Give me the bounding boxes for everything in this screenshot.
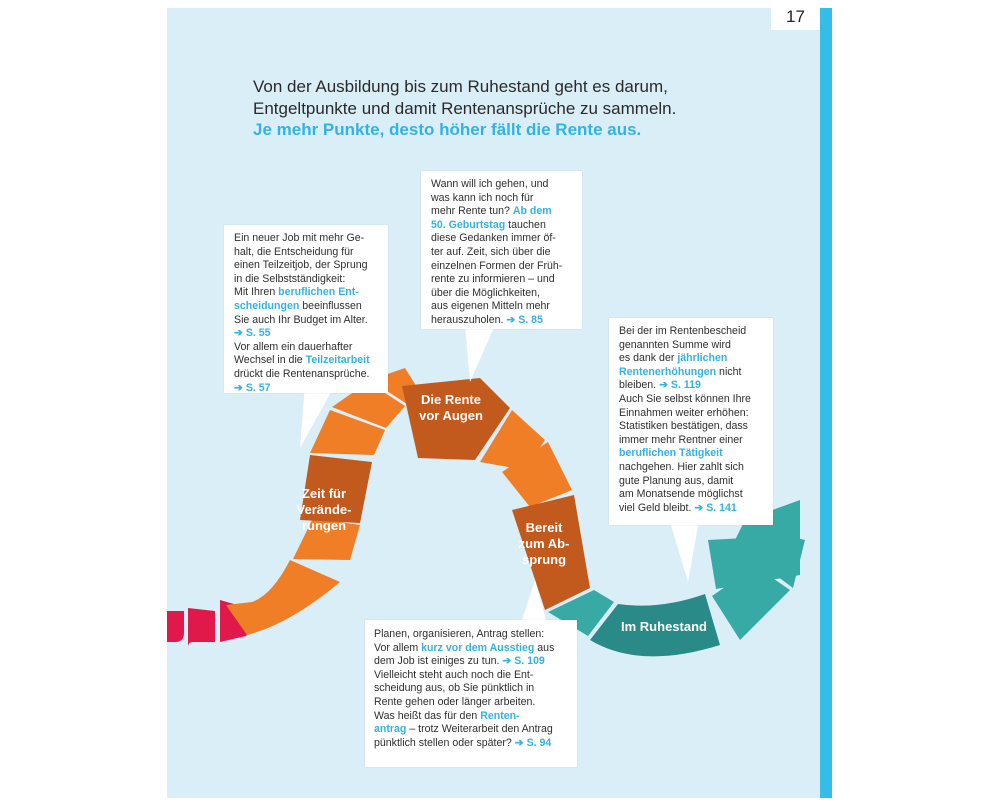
- link-rentenantrag[interactable]: Renten-: [480, 709, 520, 722]
- page-ref-55[interactable]: ➔ S. 55: [234, 327, 271, 340]
- info-box-retirement: Bei der im Rentenbescheid genannten Summe wird es dank der jährlichen Rentenerhöhungen nicht bleiben. ➔ S. 119 Auch Sie selbst können Ihre Einnahmen weiter erhöhen: Statistiken bestätigen, dass immer mehr Rentner einer beruflichen Tätigkeit nachgehen. Hier zahlt sich gute Planung aus, damit am Monatsende möglichst viel Geld bleibt. ➔ S. 141: [609, 318, 773, 525]
- stage-label-ruhestand: Im Ruhestand: [621, 619, 707, 634]
- page-ref-119[interactable]: ➔ S. 119: [659, 379, 701, 392]
- page-ref-109[interactable]: ➔ S. 109: [502, 655, 545, 668]
- box2-pointer: [465, 325, 495, 382]
- stage-label-bereit: Bereit zum Ab- sprung: [518, 520, 570, 567]
- page-number: 17: [771, 4, 820, 30]
- intro-line-2: Entgeltpunkte und damit Rentenansprüche zu sammeln.: [253, 98, 677, 118]
- info-box-career: Ein neuer Job mit mehr Ge- halt, die Entscheidung für einen Teilzeitjob, der Sprung in die Selbstständigkeit: Mit Ihren beruflichen Ent- scheidungen beeinflussen Sie auch Ihr Budget im Alter. ➔ S. 55 Vor allem ein dauerhafter Wechsel in die Teilzeitarbeit drückt die Rentenansprüche. ➔ S. 57: [224, 225, 388, 393]
- info-box-application: Planen, organisieren, Antrag stellen: Vor allem kurz vor dem Ausstieg aus dem Job ist einiges zu tun. ➔ S. 109 Vielleicht steht auch noch die Ent- scheidung aus, ob Sie pünktlich in Rente gehen oder länger arbeiten. Was heißt das für den Renten- antrag – trotz Weiterarbeit den Antrag pünktlich stellen oder später? ➔ S. 94: [365, 620, 577, 767]
- link-kurz-vor-dem-ausstieg[interactable]: kurz vor dem Ausstieg: [421, 641, 535, 654]
- segment-red-1: [150, 611, 184, 642]
- info-box-retirement-planning: Wann will ich gehen, und was kann ich noch für mehr Rente tun? Ab dem 50. Geburtstag tauchen diese Gedanken immer öf- ter auf. Zeit, sich über die einzelnen Formen der Früh- rente zu informieren – und über die Möglichkeiten, aus eigenen Mitteln mehr herauszuholen. ➔ S. 85: [421, 171, 582, 329]
- stage-label-zeit: Zeit für Verände- rungen: [296, 486, 352, 533]
- page-ref-94[interactable]: ➔ S. 94: [514, 736, 552, 749]
- segment-red-2: [188, 608, 215, 647]
- page-ref-141[interactable]: ➔ S. 141: [694, 501, 737, 514]
- link-berufliche-taetigkeit[interactable]: beruflichen Tätigkeit: [619, 447, 723, 460]
- page-ref-85[interactable]: ➔ S. 85: [506, 313, 543, 326]
- intro-line-1: Von der Ausbildung bis zum Ruhestand geht es darum,: [253, 77, 668, 96]
- link-ab-dem-50[interactable]: Ab dem: [512, 205, 552, 218]
- box3-pointer: [668, 515, 700, 582]
- link-jaehrliche-rentenerhoehungen[interactable]: jährlichen: [677, 352, 728, 365]
- link-teilzeitarbeit[interactable]: Teilzeitarbeit: [305, 354, 370, 367]
- segment-orange-1: [226, 560, 340, 635]
- stage-label-rente: Die Rente vor Augen: [419, 392, 483, 423]
- intro-highlight: Je mehr Punkte, desto höher fällt die Rente aus.: [253, 120, 642, 139]
- link-berufliche-entscheidungen[interactable]: beruflichen Ent-: [278, 286, 359, 299]
- page-ref-57[interactable]: ➔ S. 57: [234, 381, 271, 394]
